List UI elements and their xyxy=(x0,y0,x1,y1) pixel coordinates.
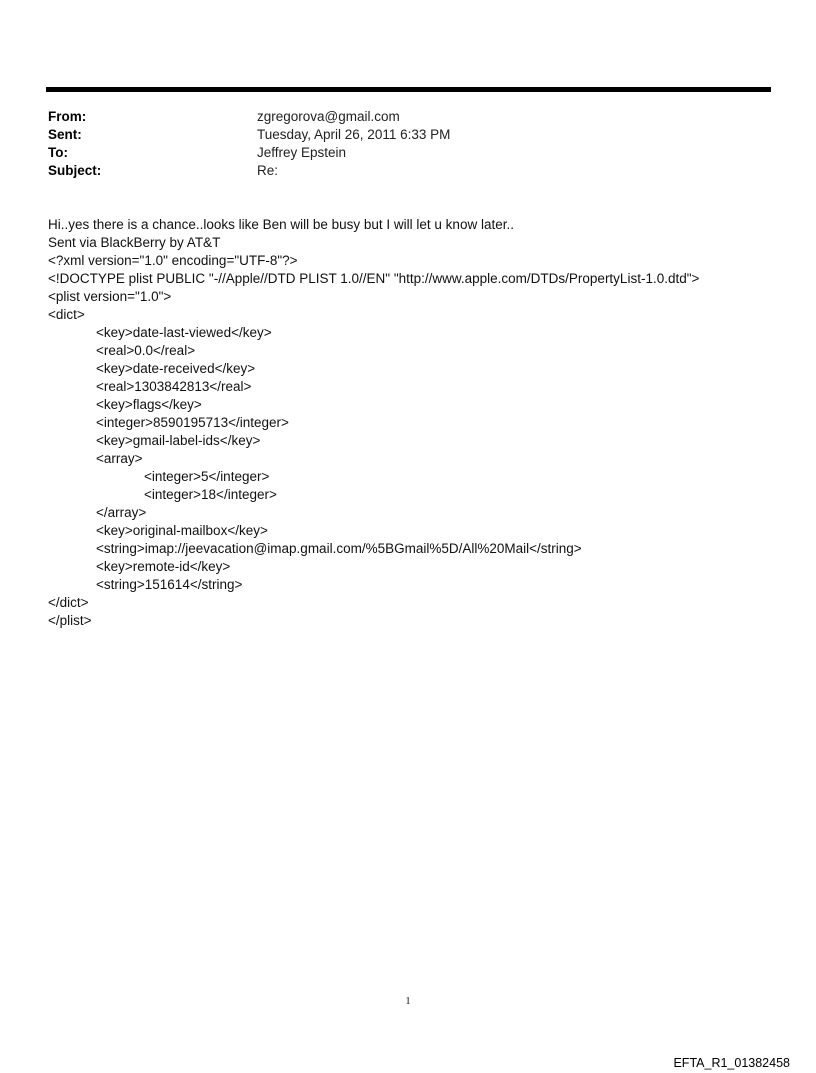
email-headers xyxy=(48,108,748,180)
header-from xyxy=(48,108,748,126)
bates-number: EFTA_R1_01382458 xyxy=(673,1056,790,1070)
body-line-xml-decl: <?xml version="1.0" encoding="UTF-8"?> xyxy=(48,253,298,268)
from-label: From: xyxy=(48,109,87,124)
header-subject xyxy=(48,162,748,180)
from-value: zgregorova@gmail.com xyxy=(257,109,400,124)
body-line-dict-open: <dict> xyxy=(48,307,85,322)
page-number: 1 xyxy=(405,995,411,1007)
body-line-array-open: <array> xyxy=(96,451,143,466)
body-line-doctype: <!DOCTYPE plist PUBLIC "-//Apple//DTD PLIST 1.0//EN" "http://www.apple.com/DTDs/PropertyList-1.0.dtd"> xyxy=(48,271,700,286)
body-line-signature: Sent via BlackBerry by AT&T xyxy=(48,235,221,250)
body-line-message: Hi..yes there is a chance..looks like Ben will be busy but I will let u know later.. xyxy=(48,217,514,232)
body-line-dict-close: </dict> xyxy=(48,595,89,610)
body-line-key: <key>original-mailbox</key> xyxy=(96,523,268,538)
body-line-key: <key>remote-id</key> xyxy=(96,559,231,574)
body-line-key: <key>date-received</key> xyxy=(96,361,256,376)
body-line-plist-open: <plist version="1.0"> xyxy=(48,289,172,304)
subject-label: Subject: xyxy=(48,163,102,178)
body-line-key: <key>gmail-label-ids</key> xyxy=(96,433,261,448)
body-line-value: <integer>8590195713</integer> xyxy=(96,415,289,430)
subject-value: Re: xyxy=(257,163,279,178)
body-line-array-item: <integer>5</integer> xyxy=(144,469,270,484)
email-body xyxy=(48,216,788,630)
header-divider xyxy=(46,87,771,92)
body-line-value: <string>imap://jeevacation@imap.gmail.com/%5BGmail%5D/All%20Mail</string> xyxy=(96,541,582,556)
body-line-array-item: <integer>18</integer> xyxy=(144,487,277,502)
body-line-value: <real>1303842813</real> xyxy=(96,379,252,394)
body-line-value: <string>151614</string> xyxy=(96,577,243,592)
sent-value: Tuesday, April 26, 2011 6:33 PM xyxy=(257,127,451,142)
to-value: Jeffrey Epstein xyxy=(257,145,347,160)
to-label: To: xyxy=(48,145,68,160)
header-sent xyxy=(48,126,748,144)
body-line-key: <key>date-last-viewed</key> xyxy=(96,325,272,340)
body-line-value: <real>0.0</real> xyxy=(96,343,196,358)
header-to xyxy=(48,144,748,162)
sent-label: Sent: xyxy=(48,127,82,142)
body-line-plist-close: </plist> xyxy=(48,613,92,628)
body-line-array-close: </array> xyxy=(96,505,147,520)
body-line-key: <key>flags</key> xyxy=(96,397,202,412)
